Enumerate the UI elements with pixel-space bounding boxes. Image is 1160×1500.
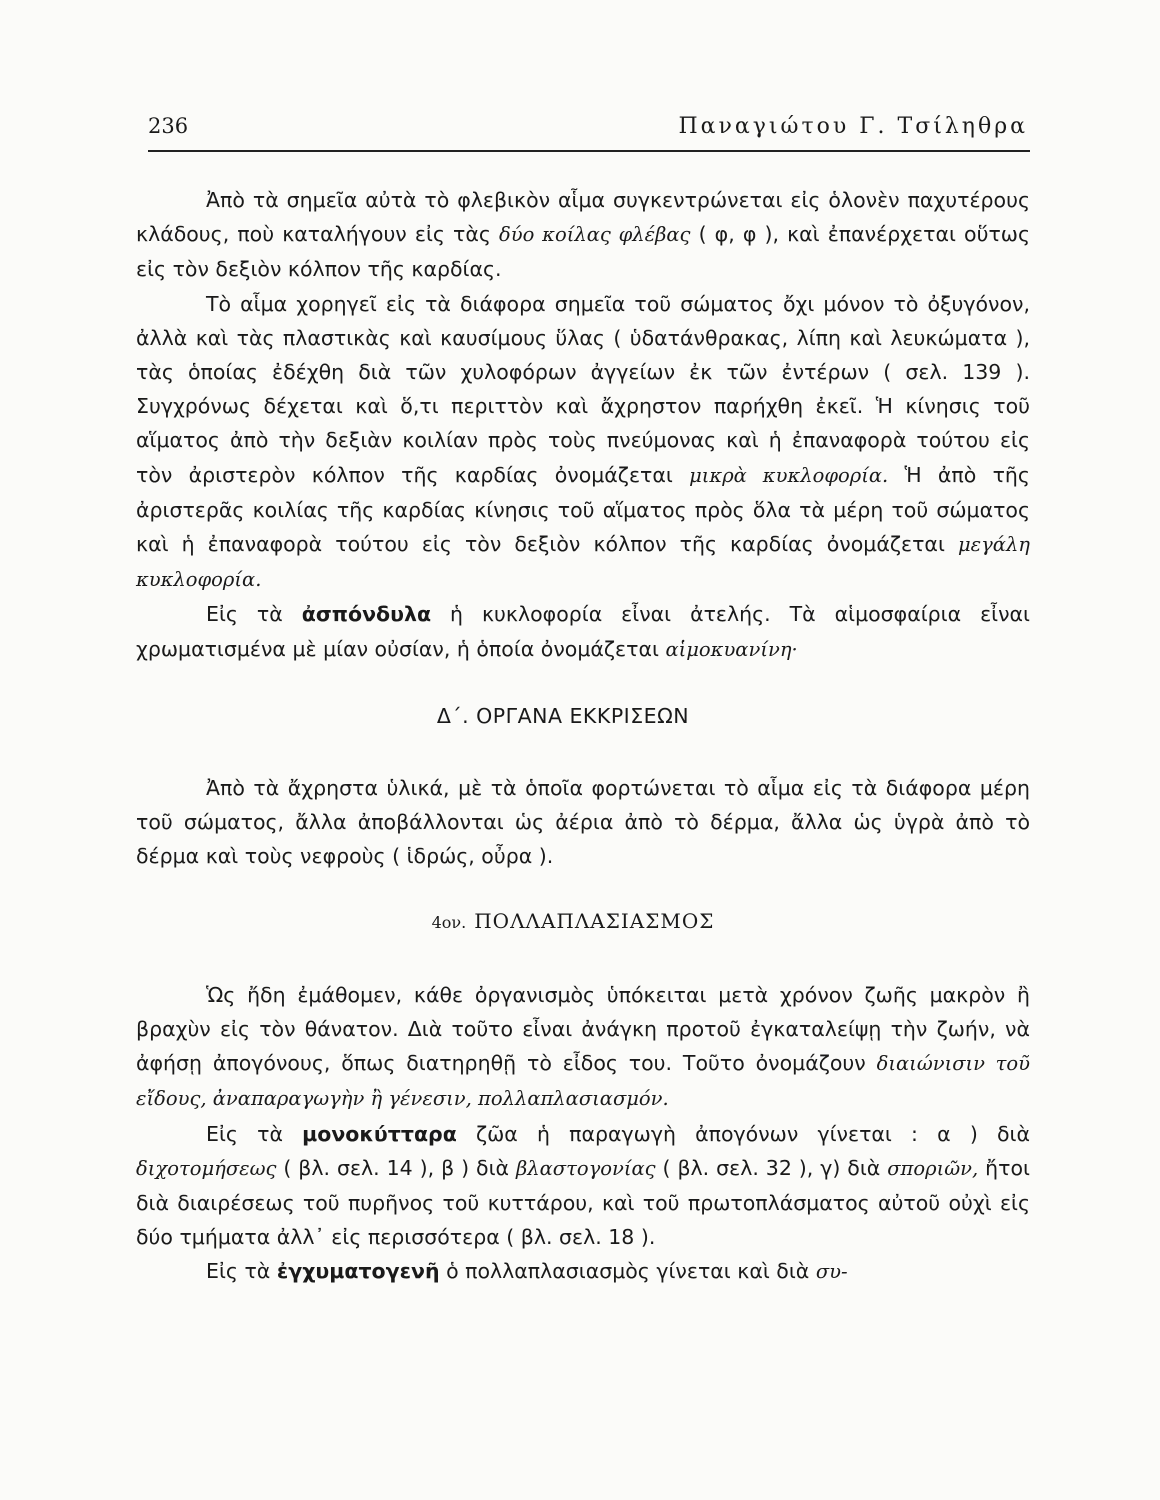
italic-term: δύο κοίλας φλέβας (499, 223, 691, 247)
paragraph (136, 1117, 1030, 1255)
paragraph (136, 1254, 1030, 1289)
paragraph (136, 183, 1030, 287)
paragraph: Ἀπὸ τὰ ἄχρηστα ὑλικά, μὲ τὰ ὁποῖα φορτώνεται τὸ αἷμα εἰς τὰ διάφορα μέρη τοῦ σώματος, ἄλλα ἀποβάλλονται ὡς ἀέρια ἀπὸ τὸ δέρμα, ἄλλα ὡς ὑγρὰ ἀπὸ τὸ δέρμα καὶ τοὺς νεφροὺς ( ἱδρώς, οὖρα ). (136, 776, 1030, 869)
italic-term: βλαστογονίας (515, 1156, 656, 1180)
text: ὁ πολλαπλασιασμὸς γίνεται καὶ διὰ (446, 1259, 810, 1284)
text: Εἰς τὰ (206, 1121, 283, 1146)
text: ( βλ. σελ. 32 ), γ) διὰ (662, 1155, 881, 1180)
text: Ἀπὸ τὰ σημεῖα αὐτὰ τὸ φλεβικὸν αἷμα συγκεντρώνεται εἰς ὁλονὲν παχυτέρους κλάδους, ποὺ καταλήγουν εἰς τὰς (136, 188, 1030, 247)
text: ζῶα ἡ παραγωγὴ ἀπογόνων γίνεται : α ) διὰ (475, 1121, 1030, 1146)
text: ( βλ. σελ. 14 ), β ) διὰ (283, 1155, 510, 1180)
chapter-number: 4ον. (431, 912, 467, 932)
text: ( φ, φ ), καὶ ἐπανέρχεται οὕτως εἰς τὸν δεξιὸν κόλπον τῆς καρδίας. (136, 222, 1030, 282)
text: Τὸ αἷμα χορηγεῖ εἰς τὰ διάφορα σημεῖα τοῦ σώματος ὄχι μόνον τὸ ὀξυγόνον, ἀλλὰ καὶ τὰς πλαστικὰς καὶ καυσίμους ὕλας ( ὑδατάνθρακας, λίπη καὶ λευκώματα ), τὰς ὁποίας ἐδέχθη διὰ τῶν χυλοφόρων ἀγγείων ἐκ τῶν ἐντέρων ( σελ. 139 ). Συγχρόνως δέχεται καὶ ὅ,τι περιττὸν καὶ ἄχρηστον παρήχθη ἐκεῖ. Ἡ κίνησις τοῦ αἵματος ἀπὸ τὴν δεξιὰν κοιλίαν πρὸς τοὺς πνεύμονας καὶ ἡ ἐπαναφορὰ τούτου εἰς τὸν ἀριστερὸν κόλπον τῆς καρδίας ὀνομάζεται (136, 291, 1030, 487)
text: Εἰς τὰ (206, 602, 283, 627)
italic-term: αἱμοκυανίνη· (665, 637, 798, 661)
paragraph (136, 978, 1030, 1117)
italic-term: σποριῶν, (887, 1156, 979, 1180)
bold-term: ἀσπόνδυλα (301, 602, 432, 627)
text: Εἰς τὰ (206, 1259, 271, 1284)
paragraph (136, 287, 1030, 598)
chapter-heading (136, 904, 1030, 940)
section-heading: Δ΄. ΟΡΓΑΝΑ ΕΚΚΡΙΣΕΩΝ (436, 703, 690, 728)
italic-term: μικρὰ κυκλοφορία. (689, 463, 889, 487)
page-header (148, 114, 1030, 152)
italic-term: διαιώνισιν τοῦ εἴδους, ἀναπαραγωγὴν ἢ γένεσιν, πολλαπλασιασμόν. (136, 1052, 1030, 1111)
italic-term: συ- (815, 1260, 848, 1284)
paragraph (136, 597, 1030, 666)
text: ἤτοι διὰ διαιρέσεως τοῦ πυρῆνος τοῦ κυττάρου, καὶ τοῦ πρωτοπλάσματος αὐτοῦ οὐχὶ εἰς δύο τμήματα ἀλλ᾽ εἰς περισσότερα ( βλ. σελ. 18 ). (136, 1155, 1030, 1250)
page-body (136, 183, 1030, 1290)
text: Ὡς ἤδη ἐμάθομεν, κάθε ὀργανισμὸς ὑπόκειται μετὰ χρόνον ζωῆς μακρὸν ἢ βραχὺν εἰς τὸν θάνατον. Διὰ τοῦτο εἶναι ἀνάγκη προτοῦ ἐγκαταλείψῃ τὴν ζωήν, νὰ ἀφήσῃ ἀπογόνους, ὅπως διατηρηθῇ τὸ εἶδος του. Τοῦτο ὀνομάζουν (136, 982, 1030, 1076)
text: ἡ κυκλοφορία εἶναι ἀτελής. Τὰ αἱμοσφαίρια εἶναι χρωματισμένα μὲ μίαν οὐσίαν, ἡ ὁποία ὀνομάζεται (136, 602, 1030, 661)
italic-term: διχοτομήσεως (136, 1156, 277, 1180)
bold-term: μονοκύτταρα (302, 1121, 457, 1146)
bold-term: ἐγχυματογενῆ (276, 1259, 440, 1284)
text: Ἡ ἀπὸ τῆς ἀριστερᾶς κοιλίας τῆς καρδίας κίνησις τοῦ αἵματος πρὸς ὅλα τὰ μέρη τοῦ σώματος καὶ ἡ ἐπαναφορὰ τούτου εἰς τὸν δεξιὸν κόλπον τῆς καρδίας ὀνομάζεται (136, 462, 1030, 557)
chapter-title: ΠΟΛΛΑΠΛΑΣΙΑΣΜΟΣ (474, 908, 715, 933)
italic-term: μεγάλη κυκλοφορία. (136, 533, 1030, 592)
running-head: Παναγιώτου Γ. Τσίληθρα (678, 114, 1028, 139)
page-number: 236 (148, 114, 189, 138)
